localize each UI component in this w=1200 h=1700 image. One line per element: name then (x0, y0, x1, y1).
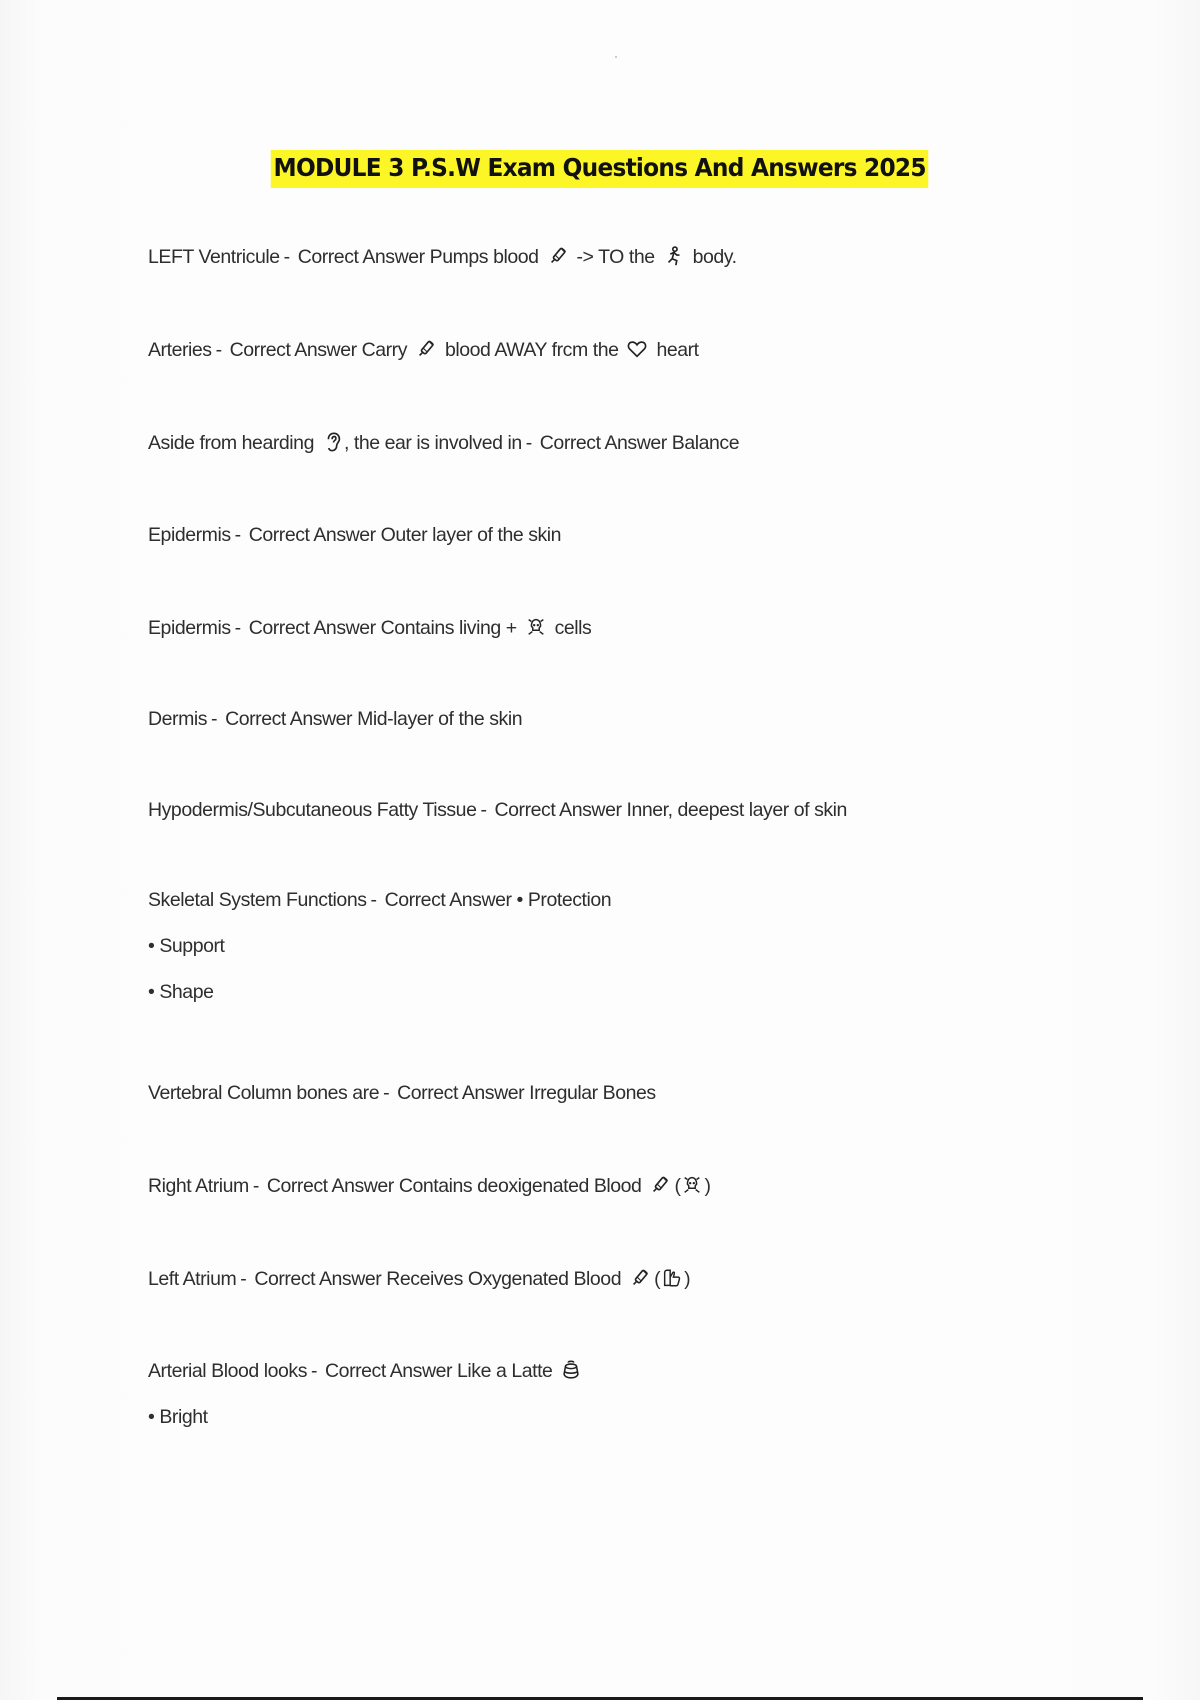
separator: - (525, 432, 532, 454)
qa-item-vertebral-column (148, 1081, 656, 1105)
answer-text: Pumps blood (429, 246, 539, 268)
question: Hypodermis/Subcutaneous Fatty Tissue (148, 799, 477, 821)
answer-text: Receives Oxygenated Blood (386, 1268, 622, 1290)
separator: - (311, 1360, 318, 1382)
bullet-item: • Shape (148, 981, 214, 1003)
qa-item-arterial-blood (148, 1359, 585, 1429)
question: Vertebral Column bones are (148, 1082, 380, 1104)
answer-text: Contains deoxigenated Blood (398, 1175, 642, 1197)
question: Left Atrium (148, 1268, 237, 1290)
syringe-icon (629, 1267, 651, 1289)
answer-label: Correct Answer (229, 339, 357, 361)
paren-open: ( (654, 1268, 661, 1290)
answer-label: Correct Answer (325, 1360, 453, 1382)
separator: - (383, 1082, 390, 1104)
skull-crossbones-icon (525, 616, 547, 638)
answer-label: Correct Answer (384, 889, 512, 911)
qa-item-epidermis-cells (148, 616, 591, 640)
separator: - (480, 799, 487, 821)
separator: - (234, 524, 241, 546)
page-speck (615, 56, 617, 58)
answer-text: Contains living + (380, 617, 517, 639)
answer-text: Like a Latte (457, 1360, 553, 1382)
separator: - (283, 246, 290, 268)
qa-item-arteries (148, 338, 699, 362)
separator: - (211, 708, 218, 730)
paren-close: ) (704, 1175, 711, 1197)
separator: - (215, 339, 222, 361)
document-title: MODULE 3 P.S.W Exam Questions And Answers 2025 (271, 150, 929, 188)
answer-text: • Protection (516, 889, 612, 911)
answer-text: body. (692, 246, 737, 268)
answer-label: Correct Answer (248, 617, 376, 639)
question: , the ear is involved in (343, 432, 522, 454)
qa-item-hypodermis (148, 798, 847, 822)
syringe-icon (547, 245, 569, 267)
answer-text: Carry (361, 339, 408, 361)
coffee-cup-icon (560, 1359, 582, 1381)
question: LEFT Ventricule (148, 246, 280, 268)
answer-text: Mid-layer of the skin (357, 708, 523, 730)
syringe-icon (649, 1174, 671, 1196)
separator: - (240, 1268, 247, 1290)
heart-outline-icon (626, 338, 648, 360)
qa-item-left-ventricule (148, 245, 737, 269)
question: Dermis (148, 708, 208, 730)
bullet-item: • Support (148, 935, 225, 957)
qa-item-epidermis-outer (148, 523, 561, 547)
question: Epidermis (148, 617, 231, 639)
paren-close: ) (684, 1268, 691, 1290)
question: Epidermis (148, 524, 231, 546)
qa-item-left-atrium (148, 1267, 690, 1291)
bullet-item: • Bright (148, 1406, 208, 1428)
answer-text: -> TO the (576, 246, 655, 268)
answer-label: Correct Answer (397, 1082, 525, 1104)
syringe-icon (415, 338, 437, 360)
running-person-icon (663, 245, 685, 267)
thumbs-up-icon (661, 1267, 683, 1289)
answer-label: Correct Answer (297, 246, 425, 268)
question: Skeletal System Functions (148, 889, 367, 911)
qa-item-ear-balance (148, 431, 739, 455)
paren-open: ( (674, 1175, 681, 1197)
skull-crossbones-icon (681, 1174, 703, 1196)
separator: - (370, 889, 377, 911)
answer-text: Balance (671, 432, 740, 454)
separator: - (252, 1175, 259, 1197)
answer-label: Correct Answer (266, 1175, 394, 1197)
answer-label: Correct Answer (254, 1268, 382, 1290)
answer-text: cells (554, 617, 592, 639)
question: Right Atrium (148, 1175, 249, 1197)
answer-text: blood AWAY frcm the (444, 339, 619, 361)
answer-label: Correct Answer (539, 432, 667, 454)
answer-text: Inner, deepest layer of skin (626, 799, 847, 821)
question: Arteries (148, 339, 212, 361)
answer-text: heart (656, 339, 699, 361)
qa-item-right-atrium (148, 1174, 711, 1198)
answer-text: Outer layer of the skin (380, 524, 562, 546)
answer-label: Correct Answer (494, 799, 622, 821)
answer-label: Correct Answer (248, 524, 376, 546)
qa-item-dermis (148, 707, 522, 731)
answer-label: Correct Answer (225, 708, 353, 730)
separator: - (234, 617, 241, 639)
question: Aside from hearding (148, 432, 314, 454)
question: Arterial Blood looks (148, 1360, 307, 1382)
answer-text: Irregular Bones (529, 1082, 656, 1104)
qa-item-skeletal-system (148, 888, 611, 1004)
title-wrapper (0, 150, 1200, 188)
ear-icon (322, 431, 344, 453)
